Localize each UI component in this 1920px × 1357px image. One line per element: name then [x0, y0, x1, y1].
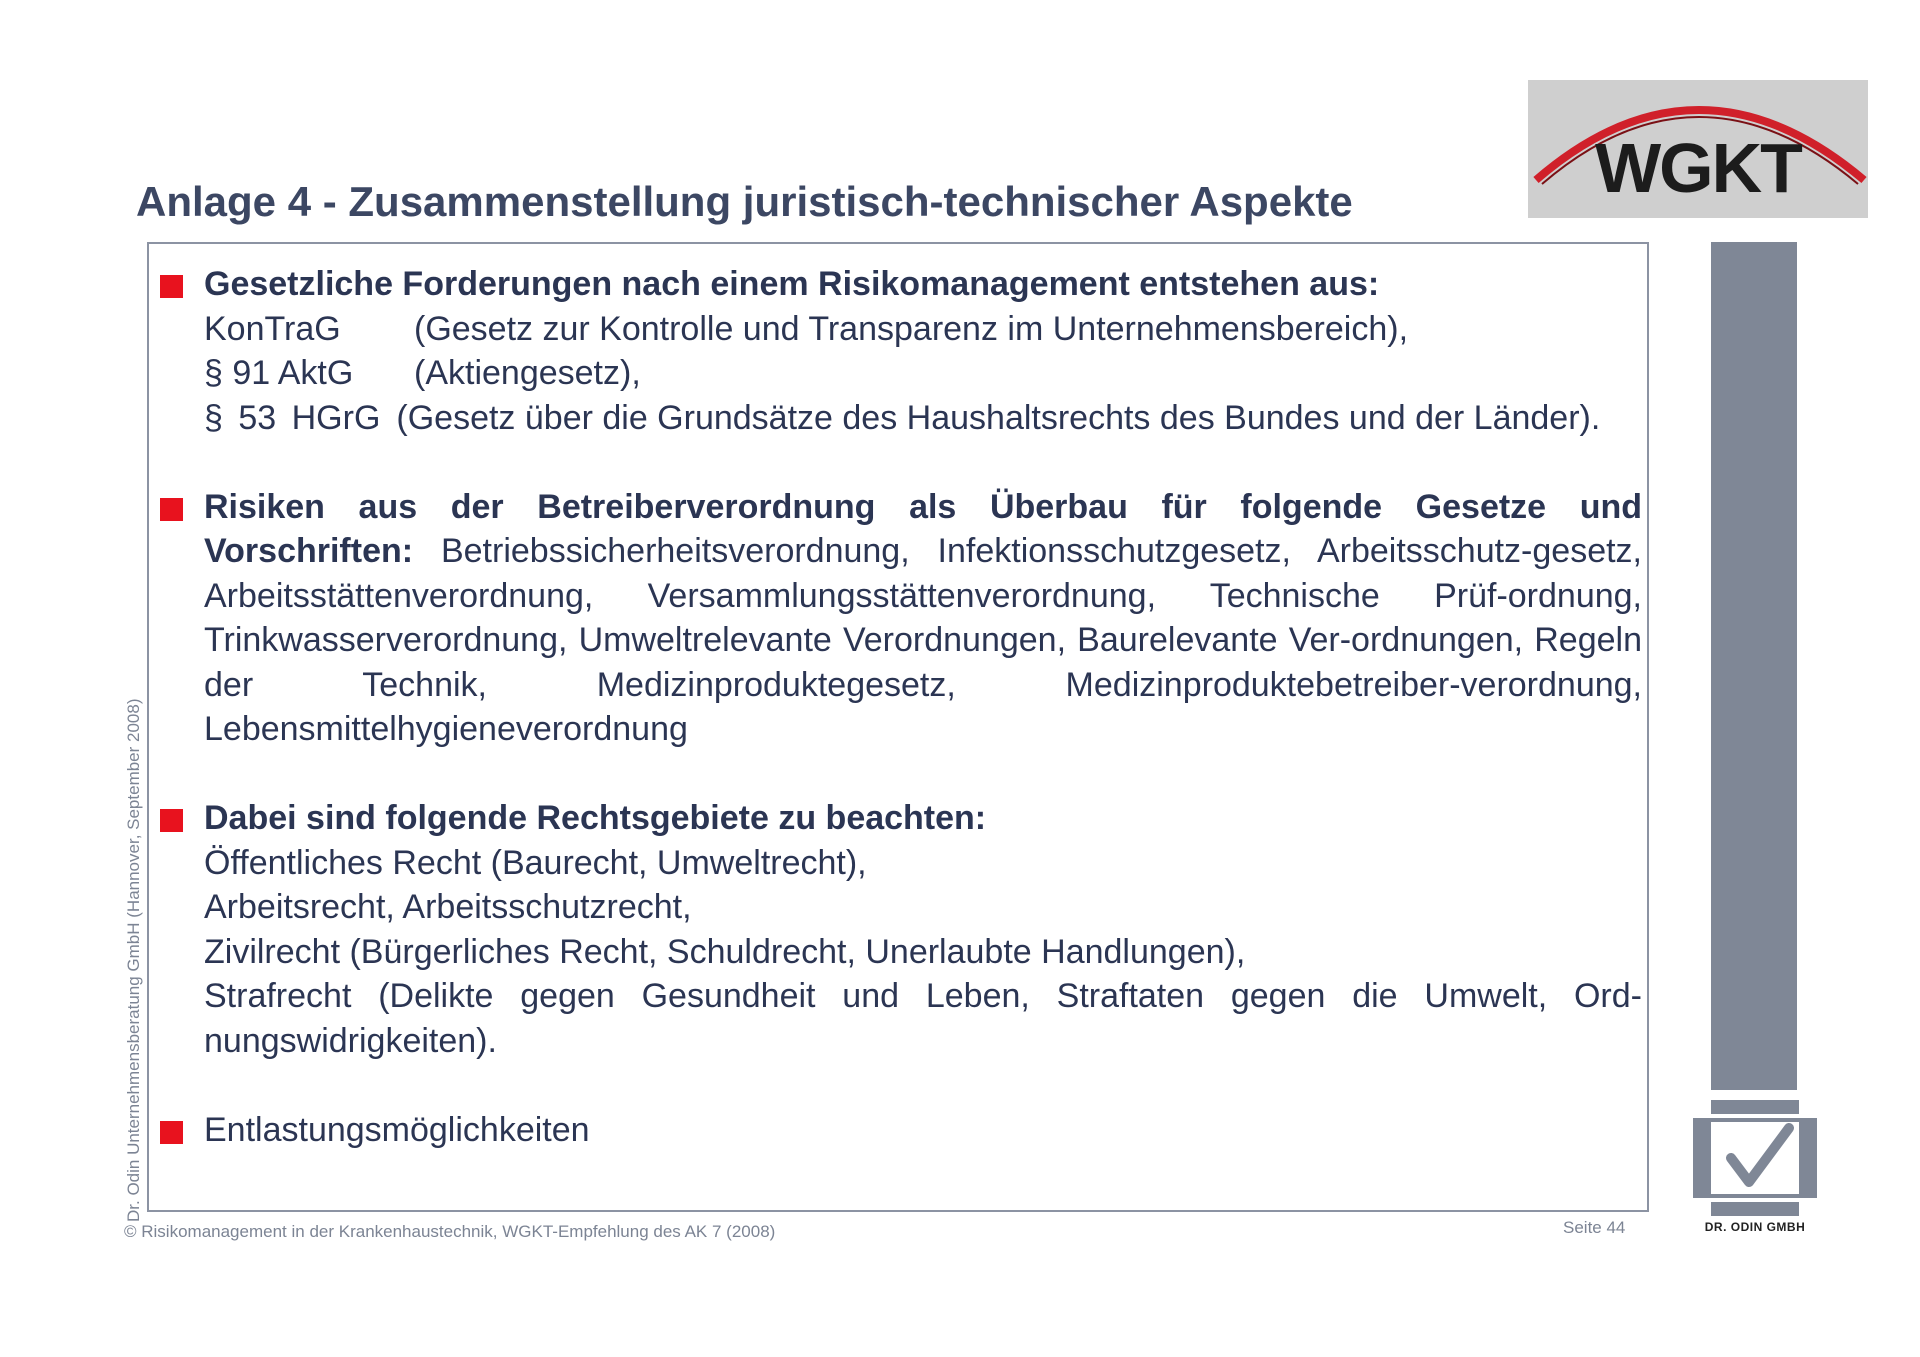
section-heading: Entlastungsmöglichkeiten: [204, 1110, 590, 1149]
logo-text: WGKT: [1595, 129, 1801, 207]
law-key: § 53 HGrG: [204, 398, 381, 437]
side-bar: [1711, 242, 1797, 1090]
brand-label: DR. ODIN GMBH: [1704, 1220, 1806, 1234]
bullet-icon: [160, 275, 183, 298]
bullet-icon: [160, 1121, 183, 1144]
legal-area-line: Zivilrecht (Bürgerliches Recht, Schuldrecht, Unerlaubte Handlungen),: [204, 932, 1246, 971]
section-relief-options: [160, 1108, 1642, 1153]
wgkt-logo: [1528, 80, 1868, 218]
section-legal-areas: [160, 796, 1642, 1063]
section-heading: Risiken aus der Betreiberverordnung als Überbau für folgende Gesetze und Vorschriften:: [204, 487, 1642, 570]
section-body: Betriebssicherheitsverordnung, Infektionsschutzgesetz, Arbeitsschutz-gesetz, Arbeitsstättenverordnung, Versammlungsstättenverordnung, Technische Prüf-ordnung, Trinkwasserverordnung, Umweltrelevante Verordnungen, Baurelevante Ver-ordnungen, Regeln der Technik, Medizinproduktegesetz, Medizinproduktebetreiber-verordnung, Lebensmittelhygieneverordnung: [204, 532, 1642, 748]
legal-area-line: Arbeitsrecht, Arbeitsschutzrecht,: [204, 888, 692, 926]
bullet-icon: [160, 809, 183, 832]
section-heading: Dabei sind folgende Rechtsgebiete zu beachten:: [204, 799, 987, 837]
content: [160, 262, 1642, 1152]
law-row: [204, 396, 1642, 441]
law-key: § 91 AktG: [204, 354, 354, 392]
section-legal-requirements: [160, 262, 1642, 440]
legal-area-line: Strafrecht (Delikte gegen Gesundheit und Leben, Straftaten gegen die Umwelt, Ord-nungswidrigkeiten).: [204, 977, 1642, 1060]
law-description: (Gesetz über die Grundsätze des Haushaltsrechts des Bundes und der Länder).: [396, 398, 1601, 437]
section-operator-regulation: [160, 485, 1642, 752]
page-number: Seite 44: [1563, 1218, 1626, 1237]
law-row: [204, 351, 1642, 396]
law-key: KonTraG: [204, 309, 341, 348]
bullet-icon: [160, 498, 183, 521]
slide-title: Anlage 4 - Zusammenstellung juristisch-technischer Aspekte: [136, 178, 1353, 225]
law-description: (Aktiengesetz),: [414, 354, 641, 392]
law-description: (Gesetz zur Kontrolle und Transparenz im Unternehmensbereich),: [414, 309, 1409, 348]
checkmark-icon: [1693, 1100, 1817, 1216]
legal-area-line: Öffentliches Recht (Baurecht, Umweltrecht),: [204, 843, 867, 882]
footer-copyright: © Risikomanagement in der Krankenhaustechnik, WGKT-Empfehlung des AK 7 (2008): [124, 1222, 776, 1241]
law-row: [204, 307, 1642, 352]
vertical-credit: Dr. Odin Unternehmensberatung GmbH (Hannover, September 2008): [124, 698, 143, 1222]
section-heading: Gesetzliche Forderungen nach einem Risikomanagement entstehen aus:: [204, 265, 1380, 303]
